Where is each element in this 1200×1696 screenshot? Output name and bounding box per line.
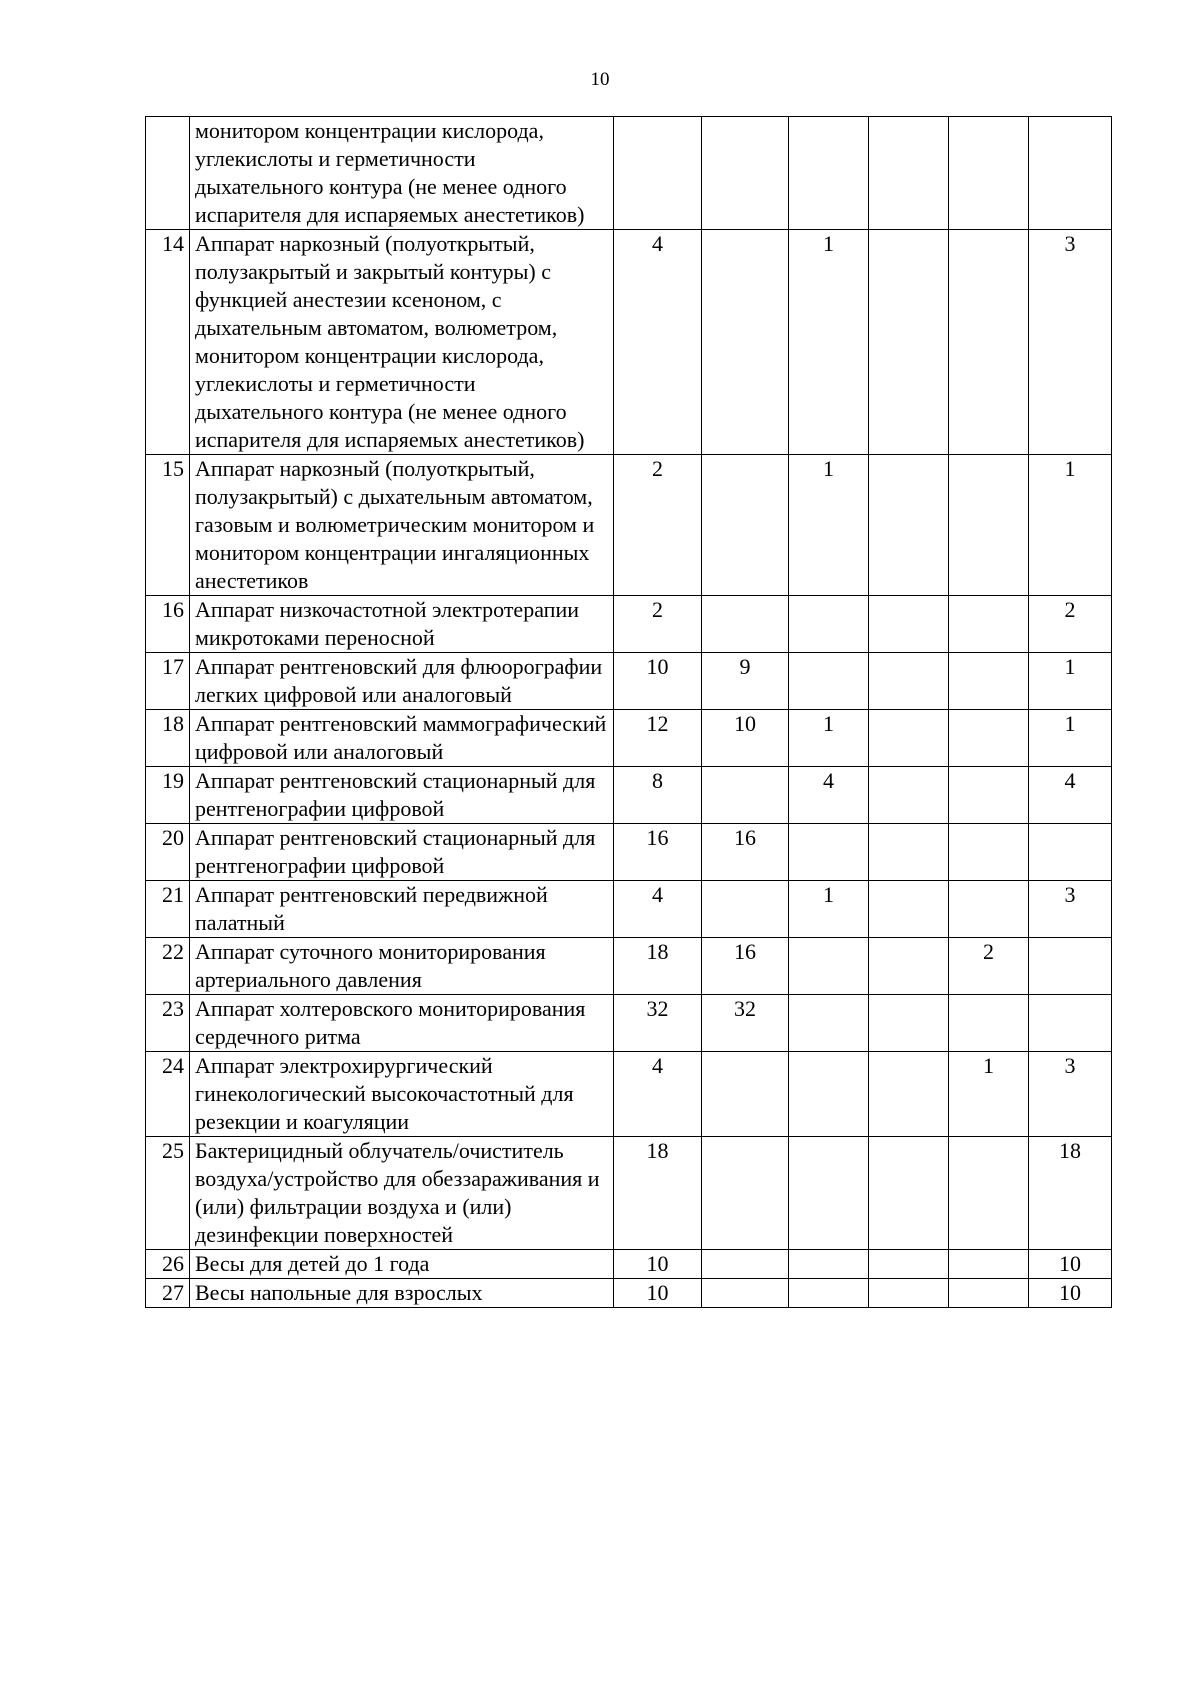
quantity-col-6-cell — [1029, 824, 1112, 881]
quantity-col-3-cell — [789, 824, 869, 881]
table-row — [146, 824, 1112, 881]
quantity-col-6-cell: 1 — [1029, 710, 1112, 767]
row-number-cell: 19 — [146, 767, 190, 824]
quantity-col-6-cell: 18 — [1029, 1137, 1112, 1250]
total-quantity-cell: 10 — [614, 1279, 702, 1308]
row-number-cell: 14 — [146, 230, 190, 455]
total-quantity-cell: 4 — [614, 881, 702, 938]
equipment-name-cell: Аппарат рентгеновский для флюорографии легких цифровой или аналоговый — [190, 653, 614, 710]
table-row — [146, 596, 1112, 653]
quantity-col-2-cell — [702, 1250, 789, 1279]
quantity-col-6-cell: 2 — [1029, 596, 1112, 653]
quantity-col-6-cell: 4 — [1029, 767, 1112, 824]
table-row — [146, 995, 1112, 1052]
row-number-cell: 17 — [146, 653, 190, 710]
quantity-col-2-cell — [702, 881, 789, 938]
quantity-col-6-cell — [1029, 995, 1112, 1052]
quantity-col-4-cell — [869, 455, 949, 596]
total-quantity-cell: 4 — [614, 1052, 702, 1137]
quantity-col-6-cell: 3 — [1029, 1052, 1112, 1137]
equipment-name-cell: Аппарат электрохирургический гинекологический высокочастотный для резекции и коагуляции — [190, 1052, 614, 1137]
equipment-name-cell: Аппарат рентгеновский стационарный для рентгенографии цифровой — [190, 824, 614, 881]
row-number-cell: 16 — [146, 596, 190, 653]
page-number: 10 — [590, 69, 610, 90]
quantity-col-3-cell — [789, 938, 869, 995]
total-quantity-cell: 18 — [614, 938, 702, 995]
quantity-col-4-cell — [869, 1137, 949, 1250]
equipment-name-cell: Аппарат низкочастотной электротерапии микротоками переносной — [190, 596, 614, 653]
row-number-cell: 22 — [146, 938, 190, 995]
quantity-col-4-cell — [869, 1250, 949, 1279]
quantity-col-6-cell: 1 — [1029, 455, 1112, 596]
row-number-cell: 27 — [146, 1279, 190, 1308]
total-quantity-cell — [614, 117, 702, 230]
quantity-col-4-cell — [869, 881, 949, 938]
quantity-col-5-cell — [949, 1250, 1029, 1279]
quantity-col-4-cell — [869, 995, 949, 1052]
table-row — [146, 1250, 1112, 1279]
quantity-col-6-cell: 3 — [1029, 881, 1112, 938]
quantity-col-4-cell — [869, 710, 949, 767]
equipment-name-cell: Весы для детей до 1 года — [190, 1250, 614, 1279]
equipment-name-cell: Аппарат рентгеновский стационарный для рентгенографии цифровой — [190, 767, 614, 824]
quantity-col-2-cell — [702, 230, 789, 455]
quantity-col-2-cell: 9 — [702, 653, 789, 710]
quantity-col-4-cell — [869, 230, 949, 455]
total-quantity-cell: 32 — [614, 995, 702, 1052]
equipment-name-cell: Аппарат холтеровского мониторирования сердечного ритма — [190, 995, 614, 1052]
quantity-col-5-cell — [949, 230, 1029, 455]
table-row — [146, 1052, 1112, 1137]
row-number-cell: 26 — [146, 1250, 190, 1279]
quantity-col-6-cell: 10 — [1029, 1250, 1112, 1279]
equipment-table — [145, 116, 1112, 1308]
quantity-col-5-cell — [949, 1279, 1029, 1308]
quantity-col-2-cell — [702, 767, 789, 824]
table-row — [146, 455, 1112, 596]
table-row — [146, 653, 1112, 710]
quantity-col-4-cell — [869, 596, 949, 653]
quantity-col-4-cell — [869, 824, 949, 881]
quantity-col-2-cell — [702, 455, 789, 596]
quantity-col-2-cell: 32 — [702, 995, 789, 1052]
total-quantity-cell: 18 — [614, 1137, 702, 1250]
quantity-col-5-cell — [949, 117, 1029, 230]
quantity-col-2-cell — [702, 117, 789, 230]
total-quantity-cell: 8 — [614, 767, 702, 824]
quantity-col-2-cell: 16 — [702, 824, 789, 881]
table-row — [146, 938, 1112, 995]
quantity-col-3-cell — [789, 1250, 869, 1279]
quantity-col-2-cell: 16 — [702, 938, 789, 995]
quantity-col-4-cell — [869, 767, 949, 824]
quantity-col-5-cell: 2 — [949, 938, 1029, 995]
quantity-col-2-cell — [702, 596, 789, 653]
table-row — [146, 881, 1112, 938]
quantity-col-4-cell — [869, 117, 949, 230]
row-number-cell: 24 — [146, 1052, 190, 1137]
quantity-col-4-cell — [869, 1279, 949, 1308]
quantity-col-5-cell — [949, 995, 1029, 1052]
quantity-col-3-cell: 1 — [789, 881, 869, 938]
equipment-name-cell: Аппарат суточного мониторирования артериального давления — [190, 938, 614, 995]
quantity-col-3-cell — [789, 1137, 869, 1250]
quantity-col-4-cell — [869, 653, 949, 710]
quantity-col-5-cell: 1 — [949, 1052, 1029, 1137]
table-row — [146, 1279, 1112, 1308]
equipment-name-cell: Аппарат наркозный (полуоткрытый, полузакрытый) с дыхательным автоматом, газовым и волюметрическим монитором и монитором концентрации ингаляционных анестетиков — [190, 455, 614, 596]
quantity-col-3-cell — [789, 653, 869, 710]
table-row — [146, 230, 1112, 455]
quantity-col-3-cell: 4 — [789, 767, 869, 824]
quantity-col-3-cell — [789, 1279, 869, 1308]
row-number-cell: 20 — [146, 824, 190, 881]
total-quantity-cell: 16 — [614, 824, 702, 881]
row-number-cell: 15 — [146, 455, 190, 596]
quantity-col-4-cell — [869, 938, 949, 995]
row-number-cell: 21 — [146, 881, 190, 938]
quantity-col-5-cell — [949, 596, 1029, 653]
quantity-col-3-cell — [789, 995, 869, 1052]
equipment-name-cell: Весы напольные для взрослых — [190, 1279, 614, 1308]
row-number-cell: 23 — [146, 995, 190, 1052]
quantity-col-6-cell — [1029, 117, 1112, 230]
total-quantity-cell: 2 — [614, 596, 702, 653]
quantity-col-3-cell — [789, 1052, 869, 1137]
equipment-name-cell: Бактерицидный облучатель/очиститель воздуха/устройство для обеззараживания и (или) фильтрации воздуха и (или) дезинфекции поверхностей — [190, 1137, 614, 1250]
quantity-col-3-cell — [789, 117, 869, 230]
row-number-cell: 25 — [146, 1137, 190, 1250]
quantity-col-6-cell: 10 — [1029, 1279, 1112, 1308]
quantity-col-3-cell: 1 — [789, 230, 869, 455]
equipment-name-cell: Аппарат наркозный (полуоткрытый, полузакрытый и закрытый контуры) с функцией анестезии ксеноном, с дыхательным автоматом, волюметром, монитором концентрации кислорода, углекислоты и герметичности дыхательного контура (не менее одного испарителя для испаряемых анестетиков) — [190, 230, 614, 455]
quantity-col-3-cell: 1 — [789, 455, 869, 596]
table-row — [146, 710, 1112, 767]
equipment-name-cell: Аппарат рентгеновский передвижной палатный — [190, 881, 614, 938]
quantity-col-6-cell — [1029, 938, 1112, 995]
table-body — [146, 117, 1112, 1308]
row-number-cell — [146, 117, 190, 230]
row-number-cell: 18 — [146, 710, 190, 767]
total-quantity-cell: 4 — [614, 230, 702, 455]
quantity-col-2-cell — [702, 1052, 789, 1137]
quantity-col-5-cell — [949, 710, 1029, 767]
quantity-col-6-cell: 3 — [1029, 230, 1112, 455]
quantity-col-2-cell — [702, 1137, 789, 1250]
quantity-col-5-cell — [949, 824, 1029, 881]
quantity-col-5-cell — [949, 881, 1029, 938]
quantity-col-5-cell — [949, 767, 1029, 824]
total-quantity-cell: 10 — [614, 653, 702, 710]
quantity-col-5-cell — [949, 653, 1029, 710]
equipment-name-cell: Аппарат рентгеновский маммографический цифровой или аналоговый — [190, 710, 614, 767]
quantity-col-4-cell — [869, 1052, 949, 1137]
table-row — [146, 117, 1112, 230]
total-quantity-cell: 2 — [614, 455, 702, 596]
quantity-col-6-cell: 1 — [1029, 653, 1112, 710]
total-quantity-cell: 12 — [614, 710, 702, 767]
quantity-col-3-cell — [789, 596, 869, 653]
table-row — [146, 1137, 1112, 1250]
quantity-col-5-cell — [949, 1137, 1029, 1250]
quantity-col-5-cell — [949, 455, 1029, 596]
quantity-col-2-cell — [702, 1279, 789, 1308]
equipment-name-cell: монитором концентрации кислорода, углекислоты и герметичности дыхательного контура (не менее одного испарителя для испаряемых анестетиков) — [190, 117, 614, 230]
quantity-col-3-cell: 1 — [789, 710, 869, 767]
total-quantity-cell: 10 — [614, 1250, 702, 1279]
quantity-col-2-cell: 10 — [702, 710, 789, 767]
table-row — [146, 767, 1112, 824]
